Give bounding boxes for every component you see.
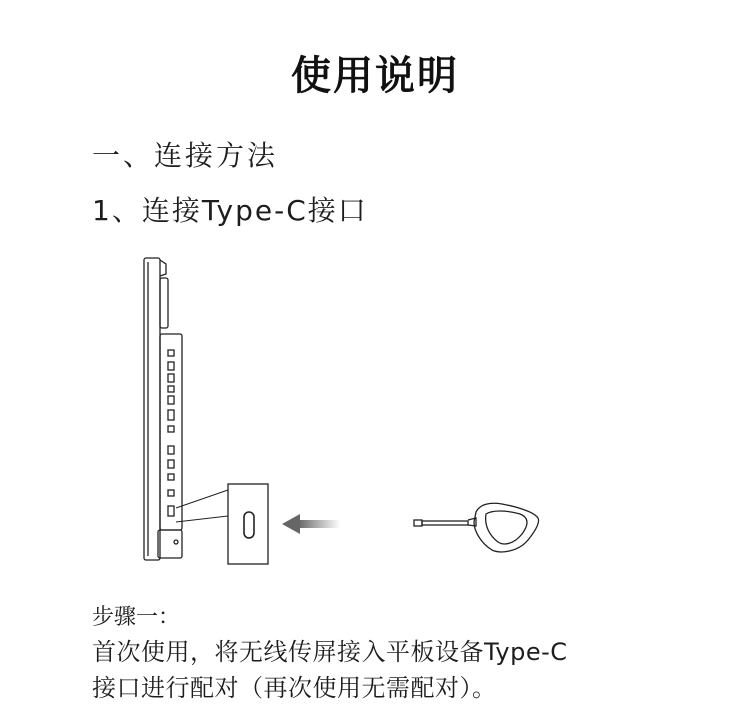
type-c-port-icon: [228, 484, 268, 564]
step-text: [92, 634, 692, 706]
section-heading: 一、连接方法: [92, 139, 279, 172]
page-title: 使用说明: [291, 53, 459, 99]
wireless-dongle-icon: [414, 503, 539, 552]
step-line-2: 接口进行配对（再次使用无需配对）。: [92, 674, 497, 702]
sub-heading: 1、连接Type-C接口: [92, 194, 368, 227]
step-line-1: 首次使用，将无线传屏接入平板设备Type-C: [92, 638, 568, 666]
connection-illustration: [130, 250, 560, 580]
step-label: 步骤一：: [92, 605, 181, 630]
arrow-left-icon: [282, 514, 340, 534]
display-panel-side-icon: [144, 258, 182, 560]
